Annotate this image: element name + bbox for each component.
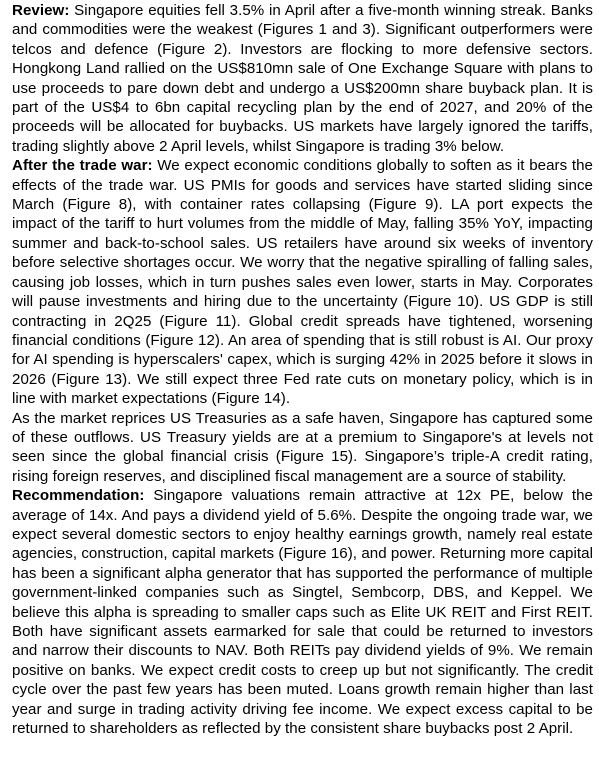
trade-war-heading: After the trade war:	[12, 157, 153, 175]
recommendation-heading: Recommendation:	[12, 487, 145, 505]
recommendation-paragraph	[12, 486, 593, 738]
safe-haven-paragraph	[12, 409, 593, 487]
review-text: Singapore equities fell 3.5% in April after a five-month winning streak. Banks and commodities were the weakest (Figures 1 and 3). Significant outperformers were telcos and defence (Figure 2). Investors are flocking to more defensive sectors. Hongkong Land rallied on the US$810mn sale of One Exchange Square with plans to use proceeds to pare down debt and undergo a US$200mn share buyback plan. It is part of the US$4 to 6bn capital recycling plan by the end of 2027, and 20% of the proceeds will be allocated for buybacks. US markets have largely ignored the tariffs, trading slightly above 2 April levels, whilst Singapore is trading 3% below.	[12, 2, 593, 155]
review-paragraph	[12, 1, 593, 156]
review-heading: Review:	[12, 2, 70, 19]
trade-war-paragraph	[12, 156, 593, 408]
safe-haven-text: As the market reprices US Treasuries as a safe haven, Singapore has captured some of these outflows. US Treasury yields are at a premium to Singapore's at levels not seen since the global financial crisis (Figure 15). Singapore’s triple-A credit rating, rising foreign reserves, and disciplined fiscal management are a source of stability.	[12, 409, 593, 485]
trade-war-text: We expect economic conditions globally to soften as it bears the effects of the trade war. US PMIs for goods and services have started sliding since March (Figure 8), with container rates collapsing (Figure 9). LA port expects the impact of the tariff to hurt volumes from the middle of May, falling 35% YoY, impacting summer and back-to-school sales. US retailers have around six weeks of inventory before selective shortages occur. We worry that the negative spiralling of falling sales, causing job losses, which in turn pushes sales even lower, starts in May. Corporates will pause investments and hiring due to the uncertainty (Figure 10). US GDP is still contracting in 2Q25 (Figure 11). Global credit spreads have tightened, worsening financial conditions (Figure 12). An area of spending that is still robust is AI. Our proxy for AI spending is hyperscalers' capex, which is surging 42% in 2025 before it slows in 2026 (Figure 13). We still expect three Fed rate cuts on monetary policy, which is in line with market expectations (Figure 14).	[12, 157, 593, 408]
recommendation-text: Singapore valuations remain attractive at 12x PE, below the average of 14x. And pays a dividend yield of 5.6%. Despite the ongoing trade war, we expect several domestic sectors to enjoy healthy earnings growth, namely real estate agencies, construction, capital markets (Figure 16), and power. Returning more capital has been a significant alpha generator that has supported the performance of multiple government-linked companies such as Singtel, Sembcorp, DBS, and Keppel. We believe this alpha is spreading to smaller caps such as Elite UK REIT and First REIT. Both have significant assets earmarked for sale that could be returned to investors and narrow their discounts to NAV. Both REITs pay dividend yields of 9%. We remain positive on banks. We expect credit costs to creep up but not significantly. The credit cycle over the past few years has been muted. Loans growth remain higher than last year and surge in trading activity driving fee income. We expect excess capital to be returned to shareholders as reflected by the consistent share buybacks post 2 April.	[12, 487, 593, 738]
